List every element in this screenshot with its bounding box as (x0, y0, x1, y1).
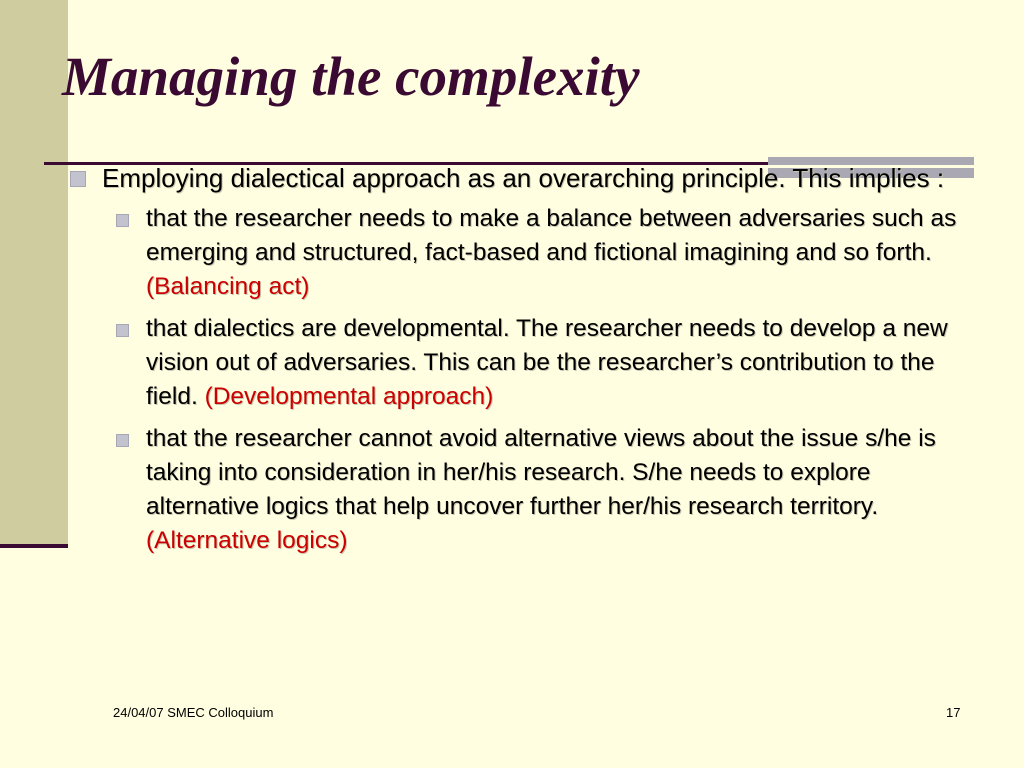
footer-page-number: 17 (946, 705, 961, 720)
sub-bullet-highlight: (Alternative logics) (146, 527, 348, 554)
left-band-rule (0, 544, 68, 548)
square-bullet-icon (116, 434, 129, 447)
sub-bullet-text: that the researcher needs to make a balance between adversaries such as emerging and structured, fact-based and fictional imagining and so forth. (146, 205, 957, 266)
main-bullet (70, 160, 988, 196)
sub-bullet-text: that the researcher cannot avoid alternative views about the issue s/he is taking into consideration in her/his research. S/he needs to explore alternative logics that help uncover further her/his research territory. (146, 425, 936, 520)
square-bullet-icon (116, 214, 129, 227)
sub-bullet-1 (114, 202, 988, 304)
footer-date-event: 24/04/07 SMEC Colloquium (113, 705, 274, 720)
sub-bullet-list (70, 202, 988, 558)
sub-bullet-3 (114, 422, 988, 558)
main-bullet-text: Employing dialectical approach as an overarching principle. This implies : (102, 163, 945, 193)
sub-bullet-text: that dialectics are developmental. The researcher needs to develop a new vision out of adversaries. This can be the researcher’s contribution to the field. (146, 315, 948, 410)
left-decorative-band (0, 0, 68, 546)
square-bullet-icon (116, 324, 129, 337)
slide-title: Managing the complexity (62, 46, 640, 107)
sub-bullet-highlight: (Balancing act) (146, 273, 310, 300)
sub-bullet-highlight: (Developmental approach) (204, 383, 494, 410)
sub-bullet-2 (114, 312, 988, 414)
slide-content (70, 160, 988, 566)
square-bullet-icon (70, 171, 86, 187)
